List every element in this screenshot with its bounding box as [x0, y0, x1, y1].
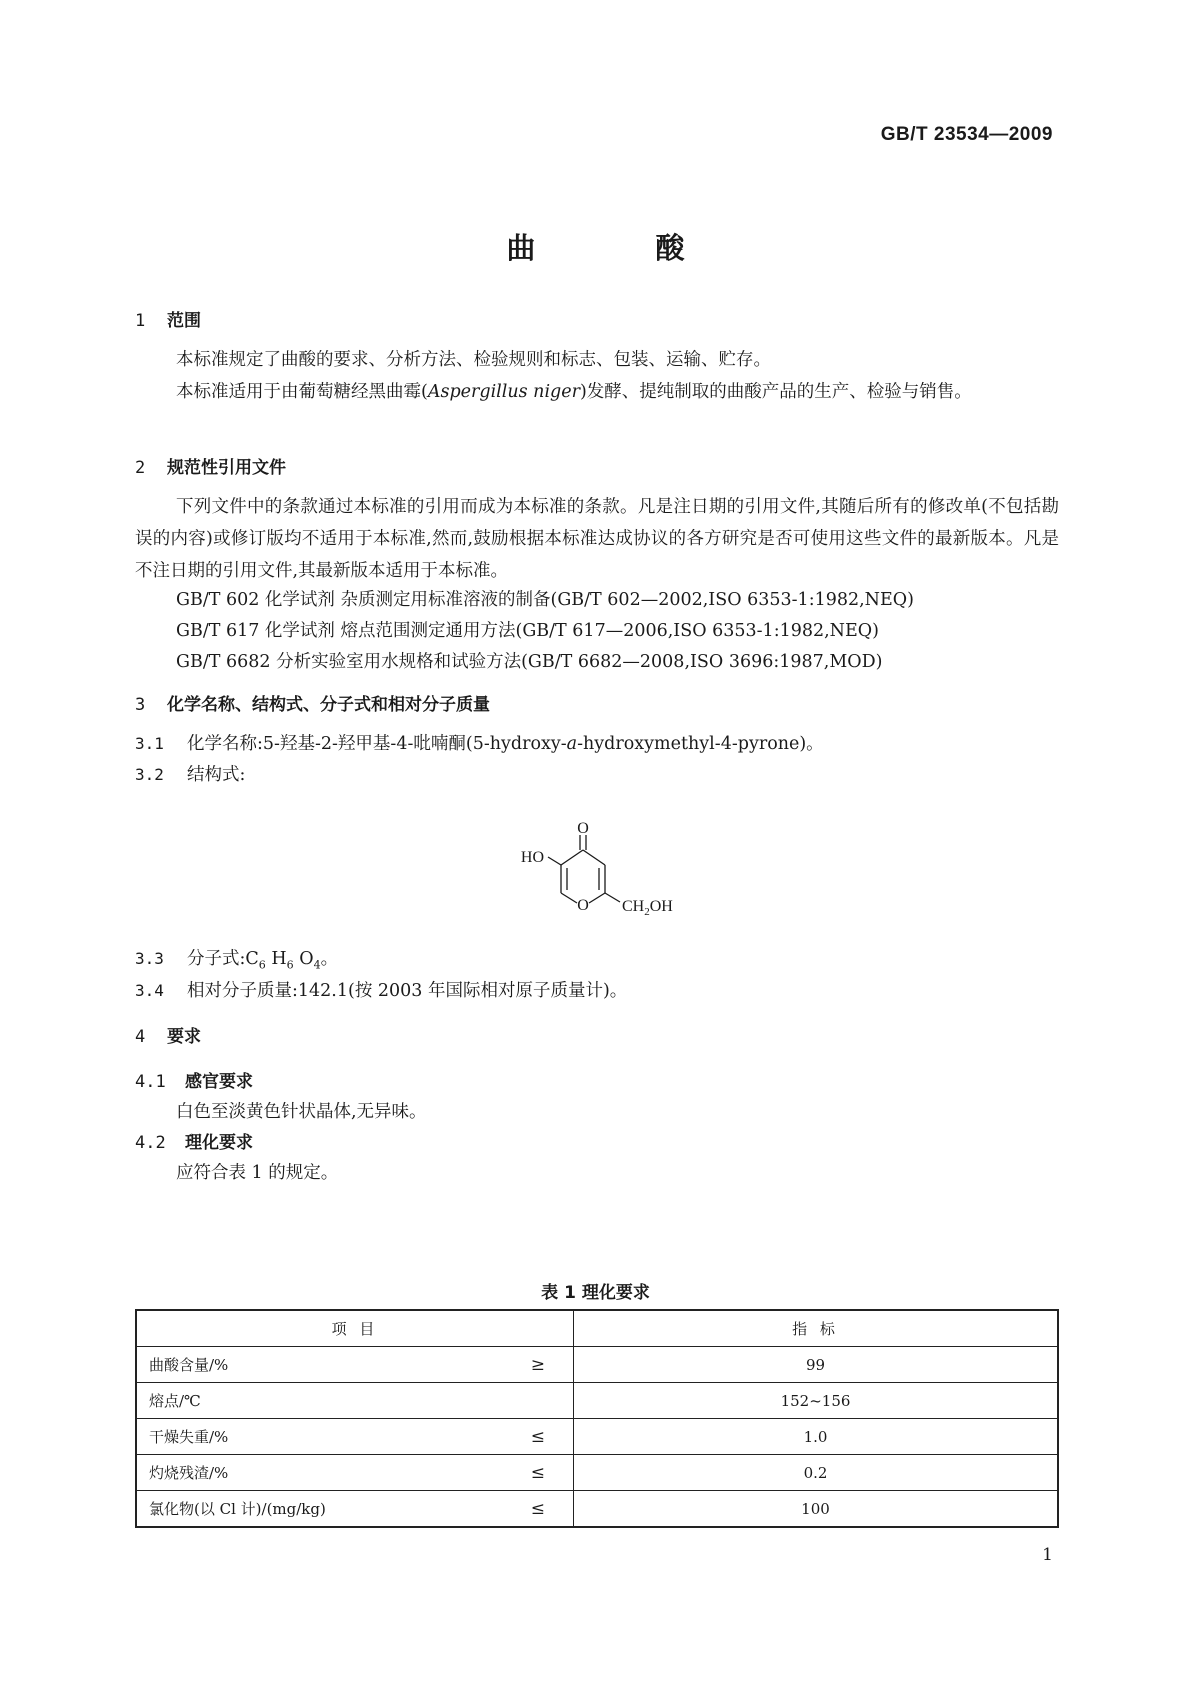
item-name: 干燥失重/% [149, 1428, 229, 1446]
reference-line: GB/T 6682 分析实验室用水规格和试验方法(GB/T 6682—2008,ISO 3696:1987,MOD) [176, 652, 883, 672]
punctuation: 。 [320, 949, 339, 969]
comparison-operator: ≥ [530, 1355, 545, 1375]
structural-formula [510, 815, 680, 925]
item-cell [136, 1491, 574, 1528]
comparison-operator: ≤ [530, 1499, 545, 1519]
table-row [136, 1347, 1058, 1383]
item-name: 曲酸含量/% [149, 1356, 229, 1374]
item-text: 相对分子质量:142.1(按 2003 年国际相对原子质量计)。 [187, 981, 628, 1001]
page-number: 1 [1042, 1545, 1053, 1565]
item-text: 结构式: [187, 765, 246, 785]
item-cell [136, 1383, 574, 1419]
value-cell: 100 [574, 1491, 1059, 1528]
item-3-2 [135, 761, 245, 786]
section-number: 4 [135, 1027, 146, 1047]
title-char-1: 曲 [506, 231, 536, 265]
document-title [0, 226, 1191, 267]
item-3-4 [135, 977, 627, 1002]
value-cell: 99 [574, 1347, 1059, 1383]
reference-line: GB/T 602 化学试剂 杂质测定用标准溶液的制备(GB/T 602—2002,ISO 6353-1:1982,NEQ) [176, 590, 914, 610]
oxygen-label-top: O [577, 820, 589, 837]
element: H [271, 949, 287, 969]
section-number: 2 [135, 458, 146, 478]
section-2-heading [135, 453, 286, 478]
section-1-para-2 [135, 376, 1059, 408]
item-name: 熔点/℃ [149, 1392, 201, 1410]
item-number: 3.4 [135, 981, 164, 1000]
section-3-heading [135, 690, 490, 715]
subsection-title: 理化要求 [185, 1133, 253, 1153]
section-title: 化学名称、结构式、分子式和相对分子质量 [167, 695, 490, 715]
item-3-3 [135, 945, 338, 972]
item-name: 氯化物(以 Cl 计)/(mg/kg) [149, 1500, 326, 1518]
subsection-title: 感官要求 [185, 1072, 253, 1092]
subsection-4-1-heading [135, 1067, 253, 1092]
subsection-number: 4.1 [135, 1072, 166, 1092]
item-number: 3.2 [135, 765, 164, 784]
header-cell-spec: 指 标 [574, 1310, 1059, 1347]
header-cell-item: 项 目 [136, 1310, 574, 1347]
item-cell [136, 1419, 574, 1455]
item-text-italic: a [566, 734, 578, 754]
section-1-heading [135, 306, 201, 331]
subscript: 6 [286, 958, 294, 972]
section-number: 1 [135, 311, 146, 331]
para-text: 本标准适用于由葡萄糖经黑曲霉( [176, 382, 428, 402]
table-row [136, 1383, 1058, 1419]
table-row [136, 1455, 1058, 1491]
subsection-number: 4.2 [135, 1133, 166, 1153]
para-text: )发酵、提纯制取的曲酸产品的生产、检验与销售。 [579, 382, 972, 402]
item-text: 化学名称:5-羟基-2-羟甲基-4-吡喃酮(5-hydroxy- [187, 734, 567, 754]
label-part: CH [622, 898, 645, 915]
label-part: OH [649, 898, 673, 915]
item-text: -hydroxymethyl-4-pyrone)。 [577, 734, 824, 754]
section-2-para-1: 下列文件中的条款通过本标准的引用而成为本标准的条款。凡是注日期的引用文件,其随后所有的修改单(不包括勘误的内容)或修订版均不适用于本标准,然而,鼓励根据本标准达成协议的各方研究是否可使用这些文件的最新版本。凡是不注日期的引用文件,其最新版本适用于本标准。 [135, 497, 1059, 581]
hydroxymethyl-label [622, 898, 673, 918]
subscript: 4 [313, 958, 321, 972]
table-header-row [136, 1310, 1058, 1347]
section-title: 要求 [167, 1027, 201, 1047]
label-subscript: 2 [644, 906, 650, 918]
section-1-para-1: 本标准规定了曲酸的要求、分析方法、检验规则和标志、包装、运输、贮存。 [176, 350, 771, 370]
value-cell: 0.2 [574, 1455, 1059, 1491]
table-row [136, 1491, 1058, 1528]
item-3-1 [135, 730, 824, 755]
item-cell [136, 1347, 574, 1383]
value-cell: 152~156 [574, 1383, 1059, 1419]
comparison-operator: ≤ [530, 1427, 545, 1447]
item-number: 3.3 [135, 949, 164, 968]
element: C [245, 949, 259, 969]
item-cell [136, 1455, 574, 1491]
hydroxyl-label: HO [520, 849, 544, 866]
subsection-4-1-text: 白色至淡黄色针状晶体,无异味。 [176, 1102, 427, 1122]
ring-oxygen-label: O [577, 897, 589, 914]
table-caption: 表 1 理化要求 [541, 1283, 650, 1303]
section-title: 规范性引用文件 [167, 458, 286, 478]
standard-code: GB/T 23534—2009 [880, 124, 1053, 145]
title-char-2: 酸 [655, 231, 685, 265]
subscript: 6 [258, 958, 266, 972]
element: O [299, 949, 314, 969]
value-cell: 1.0 [574, 1419, 1059, 1455]
molecular-formula [245, 949, 339, 972]
section-4-heading [135, 1022, 201, 1047]
species-name: Aspergillus niger [427, 382, 580, 402]
subsection-4-2-heading [135, 1128, 253, 1153]
reference-line: GB/T 617 化学试剂 熔点范围测定通用方法(GB/T 617—2006,ISO 6353-1:1982,NEQ) [176, 621, 879, 641]
section-number: 3 [135, 695, 146, 715]
comparison-operator: ≤ [530, 1463, 545, 1483]
item-text: 分子式: [187, 949, 246, 969]
section-title: 范围 [167, 311, 201, 331]
spec-table [135, 1309, 1059, 1528]
item-name: 灼烧残渣/% [149, 1464, 229, 1482]
table-row [136, 1419, 1058, 1455]
item-number: 3.1 [135, 734, 164, 753]
subsection-4-2-text: 应符合表 1 的规定。 [176, 1163, 339, 1183]
